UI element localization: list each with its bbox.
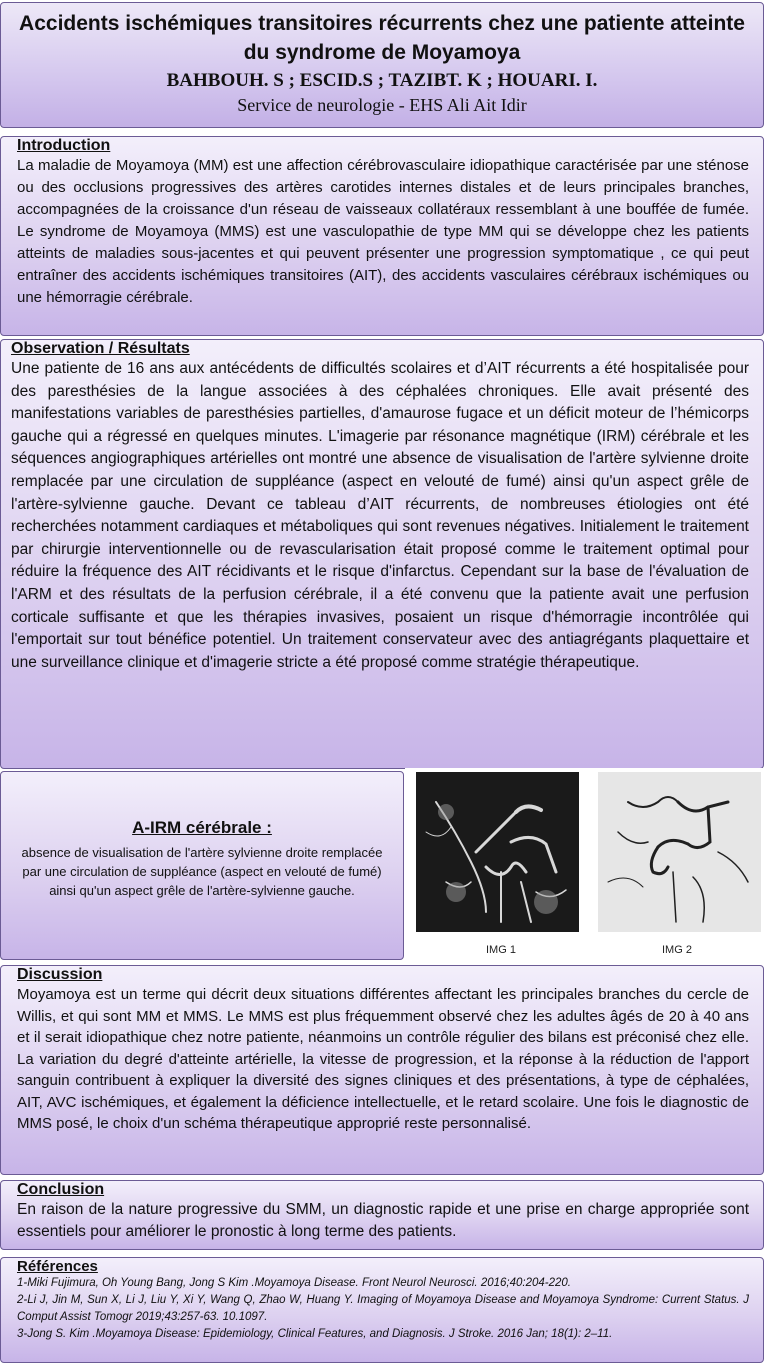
conclusion-heading: Conclusion bbox=[17, 1181, 105, 1198]
irm-section bbox=[0, 771, 404, 960]
authors: BAHBOUH. S ; ESCID.S ; TAZIBT. K ; HOUARI. I. bbox=[166, 70, 598, 91]
mri-image-2 bbox=[598, 772, 761, 932]
observation-section bbox=[0, 339, 764, 769]
service-affiliation: Service de neurologie - EHS Ali Ait Idir bbox=[237, 95, 527, 115]
image-1-caption: IMG 1 bbox=[486, 944, 516, 956]
reference-item: 1-Miki Fujimura, Oh Young Bang, Jong S Kim .Moyamoya Disease. Front Neurol Neurosci. 2016;40:204-220. bbox=[17, 1277, 571, 1289]
poster-header bbox=[0, 2, 764, 128]
conclusion-text: En raison de la nature progressive du SMM, un diagnostic rapide et une prise en charge appropriée sont essentiels pour améliorer le pronostic à long terme des patients. bbox=[17, 1201, 749, 1240]
references-heading: Références bbox=[17, 1258, 98, 1275]
discussion-section bbox=[0, 965, 764, 1175]
introduction-heading: Introduction bbox=[17, 137, 111, 154]
reference-item: 3-Jong S. Kim .Moyamoya Disease: Epidemiology, Clinical Features, and Diagnosis. J Stroke. 2016 Jan; 18(1): 2–11. bbox=[17, 1328, 613, 1340]
image-panel bbox=[405, 768, 768, 963]
observation-text: Une patiente de 16 ans aux antécédents de difficultés scolaires et d’AIT récurrents a été hospitalisée pour des paresthésies de la langue associées à des céphalées chroniques. Elle avait présenté des manifestations variables de paresthésies partielles, d'amaurose fugace et un déficit moteur de l’hémicorps gauche qui a régressé en quelques minutes. L'imagerie par résonance magnétique (IRM) cérébrale et les séquences angiographiques artérielles ont montré une absence de visualisation de l'artère sylvienne droite remplacée par une circulation de suppléance (aspect en velouté de fumé) ainsi qu'un aspect grêle de l'artère-sylvienne gauche. Devant ce tableau d’AIT récurrents, de nombreuses étiologies ont été recherchées notamment cardiaques et métaboliques qui sont revenues négatives. Initialement le traitement par chirurgie interventionnelle ou de revascularisation était proposé comme le traitement optimal pour réduire la fréquence des AIT récidivants et le risque d'infarctus. Cependant sur la base de l'évaluation de l'ARM et des résultats de la perfusion cérébrale, il a été convenu que la patiente avait une perfusion corticale suffisante et que les thérapies invasives, posaient un risque d'hémorragie incontrôlée qui l'emportait sur tout bénéfice potentiel. Un traitement conservateur avec des antiagrégants plaquettaire et une surveillance clinique et d'imagerie stricte a été proposé comme stratégie thérapeutique. bbox=[11, 360, 749, 671]
introduction-section bbox=[0, 136, 764, 336]
observation-heading: Observation / Résultats bbox=[11, 340, 190, 357]
image-2-caption: IMG 2 bbox=[662, 944, 692, 956]
references-section bbox=[0, 1257, 764, 1363]
introduction-text: La maladie de Moyamoya (MM) est une affection cérébrovasculaire idiopathique caractérisée par une sténose ou des occlusions progressives des artères carotides internes distales et de leurs principales branches, accompagnées de la croissance d'un réseau de vaisseaux collatéraux ressemblant à une bouffée de fumée. Le syndrome de Moyamoya (MMS) est une vasculopathie de type MM qui se développe chez les patients atteints de maladies sous-jacentes et qui peuvent présenter une progression symptomatique , ce qui peut entraîner des accidents ischémiques transitoires (AIT), des accidents vasculaires cérébraux ischémiques ou une hémorragie cérébrale. bbox=[17, 157, 749, 306]
irm-heading: A-IRM cérébrale : bbox=[132, 818, 272, 837]
conclusion-section bbox=[0, 1180, 764, 1250]
mri-image-1 bbox=[416, 772, 579, 932]
irm-text: absence de visualisation de l'artère sylvienne droite remplacée par une circulation de suppléance (aspect en velouté de fumé) ainsi qu'un aspect grêle de l'artère-sylvienne gauche. bbox=[21, 845, 383, 898]
discussion-text: Moyamoya est un terme qui décrit deux situations différentes affectant les principales branches du cercle de Willis, et qui sont MM et MMS. Le MMS est plus fréquemment observé chez les adultes âgés de 20 à 40 ans et il serait idiopathique chez notre patiente, néanmoins un contrôle régulier des bilans est préconisé chez elle. La variation du degré d'atteinte artérielle, la vitesse de progression, et la réponse à la réduction de l'apport sanguin contribuent à expliquer la diversité des signes cliniques et des présentations, à type de céphalées, AIT, AVC ischémiques, et également la déficience intellectuelle, et le retard scolaire. Une fois le diagnostic de MMS posé, le choix d'un schéma thérapeutique approprié reste personnalisé. bbox=[17, 986, 749, 1132]
discussion-heading: Discussion bbox=[17, 966, 103, 983]
poster-title: Accidents ischémiques transitoires récurrents chez une patiente atteinte du syndrome de Moyamoya bbox=[19, 12, 745, 64]
reference-item: 2-Li J, Jin M, Sun X, Li J, Liu Y, Xi Y, Wang Q, Zhao W, Huang Y. Imaging of Moyamoya Disease and Moyamoya Syndrome: Current Status. J Comput Assist Tomogr 2019;43:257-63. 10.1097. bbox=[17, 1294, 749, 1323]
